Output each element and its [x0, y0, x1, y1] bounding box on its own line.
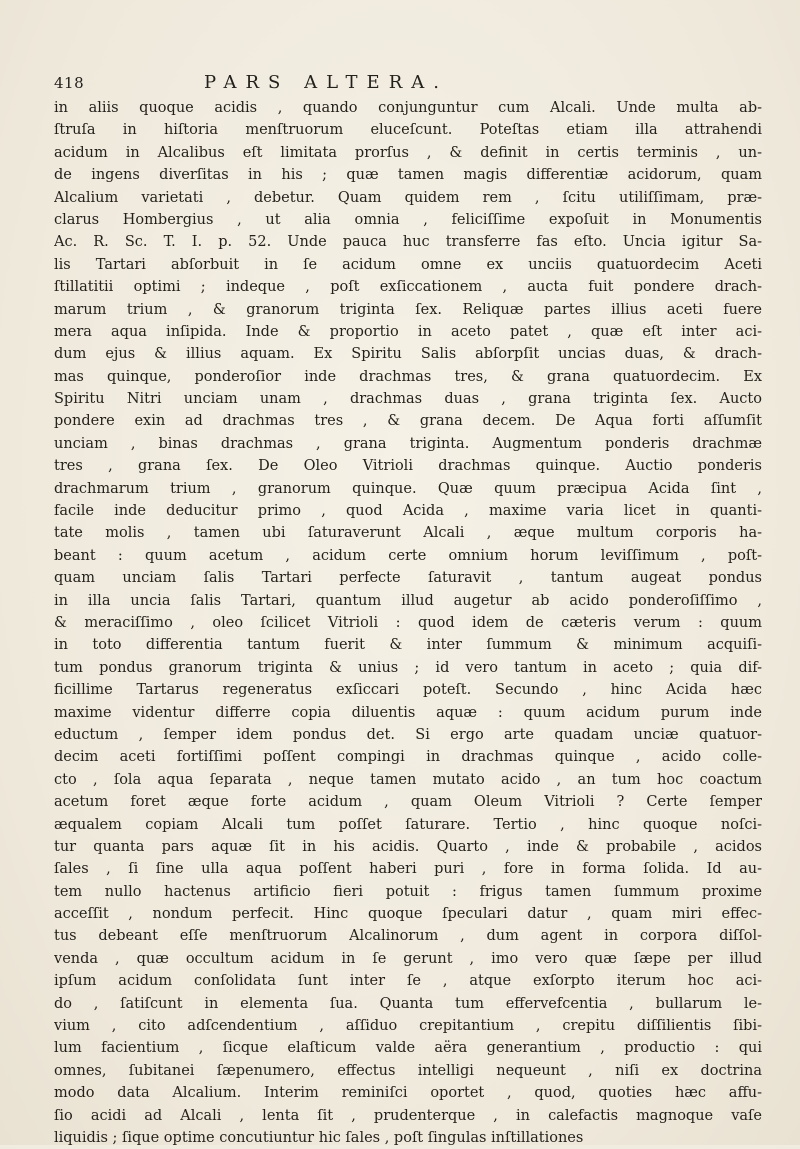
text-line: lum facientium , ſicque elaſticum valde aëra generantium , productio : qui: [54, 1040, 762, 1057]
running-head: PARS ALTERA.: [204, 72, 448, 93]
text-line: & meraciſſimo , oleo ſcilicet Vitrioli : quod idem de cæteris verum : quum: [54, 614, 762, 631]
text-line: Ac. R. Sc. T. I. p. 52. Unde pauca huc transferre fas eſto. Uncia igitur Sa-: [54, 234, 762, 251]
text-line: de ingens diverſitas in his ; quæ tamen magis differentiæ acidorum, quam: [54, 167, 762, 184]
text-line: venda , quæ occultum acidum in ſe gerunt , imo vero quæ ſæpe per illud: [54, 950, 762, 967]
text-line: facile inde deducitur primo , quod Acida , maxime varia licet in quanti-: [54, 503, 762, 520]
text-line: ſtillatitii optimi ; indeque , poſt exſiccationem , aucta fuit pondere drach-: [54, 279, 762, 296]
text-line: drachmarum trium , granorum quinque. Quæ quum præcipua Acida ſint ,: [54, 480, 762, 497]
text-line: tur quanta pars aquæ ſit in his acidis. Quarto , inde & probabile , acidos: [54, 838, 762, 855]
text-line: tus debeant eſſe menſtruorum Alcalinorum , dum agent in corpora diſſol-: [54, 928, 762, 945]
text-line: eductum , ſemper idem pondus det. Si ergo arte quadam unciæ quatuor-: [54, 726, 762, 743]
text-line: mas quinque, ponderoſior inde drachmas tres, & grana quatuordecim. Ex: [54, 368, 762, 385]
text-line: Alcalium varietati , debetur. Quam quidem rem , ſcitu utiliſſimam, præ-: [54, 189, 762, 206]
text-line: tem nullo hactenus artificio fieri potuit : frigus tamen ſummum proxime: [54, 883, 762, 900]
text-line: mera aqua inſipida. Inde & proportio in aceto patet , quæ eſt inter aci-: [54, 323, 762, 340]
text-line: in illa uncia ſalis Tartari, quantum illud augetur ab acido ponderoſiſſimo ,: [54, 592, 762, 609]
text-line: lis Tartari abſorbuit in ſe acidum omne ex unciis quatuordecim Aceti: [54, 256, 762, 273]
text-line: ſio acidi ad Alcali , lenta ſit , prudenterque , in calefactis magnoque vaſe: [54, 1107, 762, 1124]
text-line: ficillime Tartarus regeneratus exſiccari poteſt. Secundo , hinc Acida hæc: [54, 682, 762, 699]
text-line: quam unciam ſalis Tartari perfecte ſaturavit , tantum augeat pondus: [54, 570, 762, 587]
text-line: tum pondus granorum triginta & unius ; id vero tantum in aceto ; quia dif-: [54, 659, 762, 676]
text-line: in toto differentia tantum fuerit & inter ſummum & minimum acquiſi-: [54, 637, 762, 654]
text-line: marum trium , & granorum triginta ſex. Reliquæ partes illius aceti fuere: [54, 301, 762, 318]
text-line: liquidis ; ſique optime concutiuntur hic ſales , poſt ſingulas inſtillationes: [54, 1129, 584, 1146]
text-line: decim aceti fortiſſimi poſſent compingi in drachmas quinque , acido colle-: [54, 749, 762, 766]
text-line: dum ejus & illius aquam. Ex Spiritu Salis abſorpſit uncias duas, & drach-: [54, 346, 762, 363]
text-line: ſales , ſi ſine ulla aqua poſſent haberi puri , fore in forma ſolida. Id au-: [54, 861, 762, 878]
text-line: vium , cito adſcendentium , aſſiduo crepitantium , crepitu diſſilientis ſibi-: [54, 1018, 762, 1035]
text-line: acceſſit , nondum perfecit. Hinc quoque ſpeculari datur , quam miri effec-: [54, 906, 762, 923]
page-header: [54, 72, 754, 94]
text-line: ſtruſa in hiſtoria menſtruorum eluceſcunt. Poteſtas etiam illa attrahendi: [54, 122, 762, 139]
text-line: ipſum acidum conſolidata ſunt inter ſe , atque exſorpto iterum hoc aci-: [54, 973, 762, 990]
text-line: acidum in Alcalibus eſt limitata prorſus , & definit in certis terminis , un-: [54, 144, 762, 161]
text-line: acetum foret æque forte acidum , quam Oleum Vitrioli ? Certe ſemper: [54, 794, 762, 811]
body-text: [54, 97, 762, 1149]
text-line: in aliis quoque acidis , quando conjunguntur cum Alcali. Unde multa ab-: [54, 100, 762, 116]
text-line: æqualem copiam Alcali tum poſſet ſaturare. Tertio , hinc quoque noſci-: [54, 816, 762, 833]
text-line: maxime videntur differre copia diluentis aquæ : quum acidum purum inde: [54, 704, 762, 721]
text-line: cto , ſola aqua ſeparata , neque tamen mutato acido , an tum hoc coactum: [54, 771, 762, 788]
page-number: 418: [54, 74, 85, 92]
text-line: tate molis , tamen ubi ſaturaverunt Alcali , æque multum corporis ha-: [54, 525, 762, 542]
text-line: clarus Hombergius , ut alia omnia , feliciſſime expoſuit in Monumentis: [54, 211, 762, 228]
text-line: Spiritu Nitri unciam unam , drachmas duas , grana triginta ſex. Aucto: [54, 391, 762, 408]
text-line: beant : quum acetum , acidum certe omnium horum leviſſimum , poſt-: [54, 547, 762, 564]
text-line: omnes, ſubitanei ſæpenumero, effectus intelligi nequeunt , niſi ex doctrina: [54, 1062, 762, 1079]
text-line: pondere exin ad drachmas tres , & grana decem. De Aqua forti aſſumſit: [54, 413, 762, 430]
text-line: modo data Alcalium. Interim reminiſci oportet , quod, quoties hæc affu-: [54, 1085, 762, 1102]
text-line: tres , grana ſex. De Oleo Vitrioli drachmas quinque. Auctio ponderis: [54, 458, 762, 475]
text-line: do , ſatiſcunt in elementa ſua. Quanta tum effervefcentia , bullarum le-: [54, 995, 762, 1012]
text-line: unciam , binas drachmas , grana triginta. Augmentum ponderis drachmæ: [54, 435, 762, 452]
